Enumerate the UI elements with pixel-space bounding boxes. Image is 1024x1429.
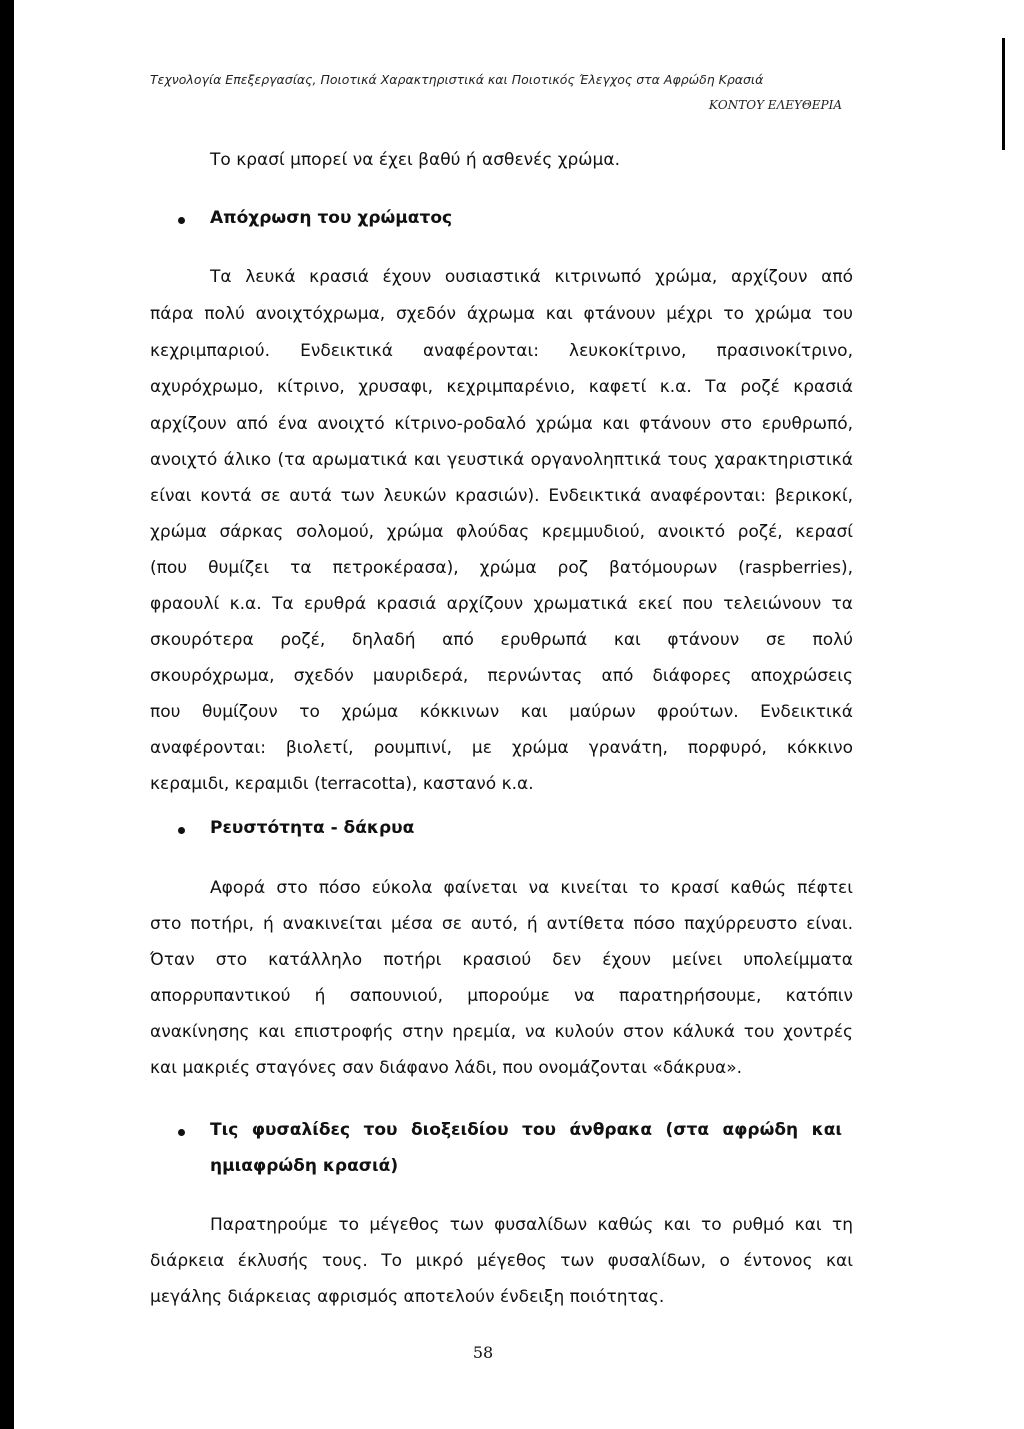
bullet-icon: [178, 827, 185, 834]
paragraph-line: κεραμιδι, κεραμιδι (terracotta), καστανό κ.α.: [150, 774, 534, 794]
paragraph-line: αρχίζουν από ένα ανοιχτό κίτρινο-ροδαλό χρώμα και φτάνουν στο ερυθρωπό,: [150, 414, 853, 434]
scan-border-right: [1002, 38, 1005, 150]
paragraph-line: σκουρότερα ροζέ, δηλαδή από ερυθρωπά και φτάνουν σε πολύ: [150, 630, 853, 650]
section-heading-fluidity-tears: Ρευστότητα - δάκρυα: [210, 818, 415, 838]
paragraph-line: πάρα πολύ ανοιχτόχρωμα, σχεδόν άχρωμα και φτάνουν μέχρι το χρώμα του: [150, 304, 853, 324]
paragraph-line: φραουλί κ.α. Τα ερυθρά κρασιά αρχίζουν χρωματικά εκεί που τελειώνουν τα: [150, 594, 853, 614]
section-heading-co2-bubbles: Τις φυσαλίδες του διοξειδίου του άνθρακα (στα αφρώδη και: [210, 1120, 842, 1140]
paragraph-line: που θυμίζουν το χρώμα κόκκινων και μαύρων φρούτων. Ενδεικτικά: [150, 702, 853, 722]
paragraph-line: αχυρόχρωμο, κίτρινο, χρυσαφι, κεχριμπαρένιο, καφετί κ.α. Τα ροζέ κρασιά: [150, 377, 853, 397]
paragraph-line: μεγάλης διάρκειας αφρισμός αποτελούν ένδειξη ποιότητας.: [150, 1287, 665, 1307]
paragraph-line: ανοιχτό άλικο (τα αρωματικά και γευστικά οργανοληπτικά τους χαρακτηριστικά: [150, 450, 853, 470]
paragraph-line: σκουρόχρωμα, σχεδόν μαυριδερά, περνώντας από διάφορες αποχρώσεις: [150, 666, 853, 686]
paragraph-line: χρώμα σάρκας σολομού, χρώμα φλούδας κρεμμυδιού, ανοικτό ροζέ, κερασί: [150, 522, 853, 542]
section-heading-co2-bubbles-cont: ημιαφρώδη κρασιά): [210, 1156, 399, 1176]
paragraph-line: Παρατηρούμε το μέγεθος των φυσαλίδων καθώς και το ρυθμό και τη: [210, 1215, 853, 1235]
intro-line: Το κρασί μπορεί να έχει βαθύ ή ασθενές χρώμα.: [210, 150, 620, 170]
paragraph-line: διάρκεια έκλυσής τους. Το μικρό μέγεθος των φυσαλίδων, ο έντονος και: [150, 1251, 853, 1271]
paragraph-line: Τα λευκά κρασιά έχουν ουσιαστικά κιτρινωπό χρώμα, αρχίζουν από: [210, 267, 853, 287]
paragraph-line: Όταν στο κατάλληλο ποτήρι κρασιού δεν έχουν μείνει υπολείμματα: [150, 950, 853, 970]
section-heading-color-hue: Απόχρωση του χρώματος: [210, 208, 453, 228]
scan-border-left: [0, 0, 14, 1429]
paragraph-line: ανακίνησης και επιστροφής στην ηρεμία, να κυλούν στον κάλυκά του χοντρές: [150, 1022, 853, 1042]
paragraph-line: (που θυμίζει τα πετροκέρασα), χρώμα ροζ βατόμουρων (raspberries),: [150, 558, 853, 578]
page-number: 58: [472, 1343, 494, 1362]
paragraph-line: κεχριμπαριού. Ενδεικτικά αναφέρονται: λευκοκίτρινο, πρασινοκίτρινο,: [150, 341, 853, 361]
bullet-icon: [178, 1129, 185, 1136]
paragraph-line: στο ποτήρι, ή ανακινείται μέσα σε αυτό, ή αντίθετα πόσο παχύρρευστο είναι.: [150, 914, 853, 934]
running-header-title: Τεχνολογία Επεξεργασίας, Ποιοτικά Χαρακτηριστικά και Ποιοτικός Έλεγχος στα Αφρώδη Κρασιά: [150, 72, 764, 87]
paragraph-line: αναφέρονται: βιολετί, ρουμπινί, με χρώμα γρανάτη, πορφυρό, κόκκινο: [150, 738, 853, 758]
paragraph-line: είναι κοντά σε αυτά των λευκών κρασιών). Ενδεικτικά αναφέρονται: βερικοκί,: [150, 486, 853, 506]
paragraph-line: και μακριές σταγόνες σαν διάφανο λάδι, που ονομάζονται «δάκρυα».: [150, 1058, 743, 1078]
running-header-author: ΚΟΝΤΟΥ ΕΛΕΥΘΕΡΙΑ: [708, 98, 842, 112]
paragraph-line: απορρυπαντικού ή σαπουνιού, μπορούμε να παρατηρήσουμε, κατόπιν: [150, 986, 853, 1006]
bullet-icon: [178, 217, 185, 224]
paragraph-line: Αφορά στο πόσο εύκολα φαίνεται να κινείται το κρασί καθώς πέφτει: [210, 878, 853, 898]
